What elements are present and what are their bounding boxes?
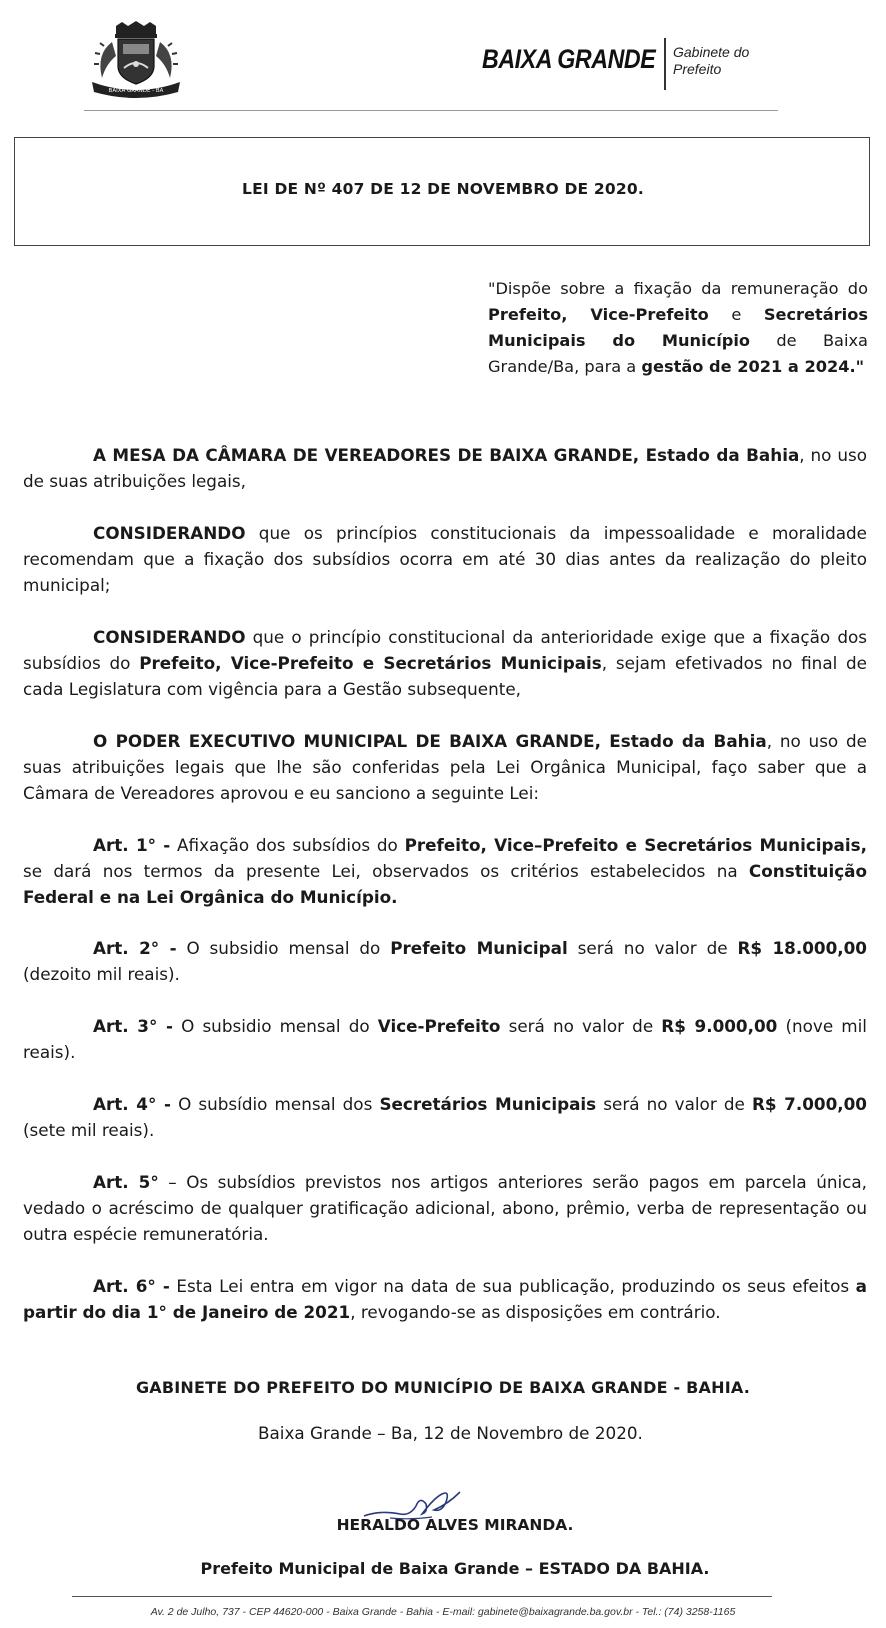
- article-3: [23, 1013, 867, 1065]
- article-text: será no valor de: [596, 1094, 752, 1114]
- considerando-label: CONSIDERANDO: [93, 627, 246, 647]
- signatory-role: Prefeito Municipal de Baixa Grande – ESTADO DA BAHIA.: [200, 1559, 710, 1578]
- footer-contact: Av. 2 de Julho, 737 - CEP 44620-000 - Baixa Grande - Bahia - E-mail: gabinete@baixagrande.ba.gov.br - Tel.: (74) 3258-1165: [150, 1606, 736, 1618]
- executive-text: , no uso de suas atribuições legais que lhe são conferidas pela Lei Orgânica Municipal, faço saber que a Câmara de Vereadores aprovou e eu sanciono a seguinte Lei:: [23, 731, 867, 803]
- office-line-2: Prefeito: [673, 61, 722, 77]
- considerando-text: , sejam efetivados no final de cada Legislatura com vigência para a Gestão subsequente,: [23, 653, 867, 699]
- law-title: LEI DE Nº 407 DE 12 DE NOVEMBRO DE 2020.: [242, 180, 644, 198]
- article-text: Esta Lei entra em vigor na data de sua publicação, produzindo os seus efeitos: [169, 1276, 856, 1296]
- article-text: (nove mil reais).: [23, 1016, 867, 1062]
- article-label: Art. 2° -: [93, 938, 177, 958]
- article-text: (dezoito mil reais).: [23, 964, 180, 984]
- law-summary: [488, 276, 868, 380]
- article-amount: R$ 7.000,00: [751, 1094, 867, 1114]
- summary-bold: Prefeito, Vice-Prefeito: [488, 305, 709, 324]
- considerando-bold: Prefeito, Vice-Prefeito e Secretários Municipais: [139, 653, 602, 673]
- considerando-label: CONSIDERANDO: [93, 523, 246, 543]
- article-text: – Os subsídios previstos nos artigos anteriores serão pagos em parcela única, vedado o acréscimo de qualquer gratificação adicional, abono, prêmio, verba de representação ou outra espécie remuneratória.: [23, 1172, 868, 1244]
- article-label: Art. 4° -: [93, 1094, 171, 1114]
- article-text: Afixação dos subsídios do: [170, 835, 405, 855]
- executive-bold: O PODER EXECUTIVO MUNICIPAL DE BAIXA GRANDE, Estado da Bahia: [93, 731, 767, 751]
- considerando-paragraph-2: [23, 624, 867, 702]
- summary-bold: gestão de 2021 a 2024.": [641, 357, 865, 376]
- header-rule: [84, 110, 778, 111]
- article-text: , revogando-se as disposições em contrário.: [350, 1302, 721, 1322]
- article-text: O subsidio mensal do: [172, 1016, 378, 1036]
- article-label: Art. 3° -: [93, 1016, 173, 1036]
- considerando-paragraph-1: [23, 520, 867, 598]
- coat-ribbon-text: BAIXA GRANDE - BA: [108, 88, 164, 94]
- article-bold: Prefeito, Vice–Prefeito e Secretários Municipais,: [404, 835, 867, 855]
- article-1: [23, 832, 867, 910]
- summary-bold: Secretários Municipais do Município: [488, 305, 868, 350]
- place-and-date: Baixa Grande – Ba, 12 de Novembro de 2020.: [258, 1423, 643, 1443]
- preamble-text: , no uso de suas atribuições legais,: [23, 445, 867, 491]
- summary-text: de Baixa Grande/Ba, para a: [488, 331, 868, 376]
- article-label: Art. 5°: [93, 1172, 159, 1192]
- article-5: [23, 1169, 867, 1247]
- preamble-bold: A MESA DA CÂMARA DE VEREADORES DE BAIXA GRANDE, Estado da Bahia: [93, 445, 800, 465]
- office-name: [673, 44, 749, 78]
- article-amount: R$ 18.000,00: [737, 938, 867, 958]
- article-bold: Secretários Municipais: [379, 1094, 597, 1114]
- article-text: será no valor de: [500, 1016, 662, 1036]
- article-bold: Prefeito Municipal: [390, 938, 568, 958]
- article-6: [23, 1273, 867, 1325]
- executive-paragraph: [23, 728, 867, 806]
- preamble-paragraph: [23, 442, 867, 494]
- considerando-text: que os princípios constitucionais da impessoalidade e moralidade recomendam que a fixação dos subsídios ocorra em até 30 dias antes da realização do pleito municipal;: [23, 523, 867, 595]
- article-bold: Vice-Prefeito: [377, 1016, 501, 1036]
- signatory-name: HERALDO ALVES MIRANDA.: [336, 1516, 574, 1534]
- summary-text: e: [708, 305, 764, 324]
- summary-text: "Dispõe sobre a fixação da remuneração do: [488, 279, 868, 298]
- article-label: Art. 6° -: [93, 1276, 170, 1296]
- considerando-text: que o princípio constitucional da anterioridade exige que a fixação dos subsídios do: [23, 627, 867, 673]
- municipality-brand-name: BAIXA GRANDE: [482, 44, 656, 74]
- municipal-coat-of-arms-logo: [82, 20, 190, 100]
- header-separator: [664, 38, 666, 90]
- article-4: [23, 1091, 867, 1143]
- article-bold: a partir do dia 1° de Janeiro de 2021: [23, 1276, 867, 1322]
- office-line-1: Gabinete do: [673, 44, 750, 60]
- article-2: [23, 935, 867, 987]
- article-text: O subsídio mensal dos: [170, 1094, 380, 1114]
- article-text: O subsidio mensal do: [176, 938, 391, 958]
- closing-line: GABINETE DO PREFEITO DO MUNICÍPIO DE BAIXA GRANDE - BAHIA.: [135, 1378, 751, 1397]
- article-amount: R$ 9.000,00: [661, 1016, 778, 1036]
- article-text: se dará nos termos da presente Lei, observados os critérios estabelecidos na: [23, 861, 749, 881]
- article-bold: Constituição Federal e na Lei Orgânica do Município.: [23, 861, 867, 907]
- footer-rule: [72, 1596, 772, 1597]
- article-text: será no valor de: [567, 938, 738, 958]
- article-label: Art. 1° -: [93, 835, 171, 855]
- article-text: (sete mil reais).: [23, 1120, 155, 1140]
